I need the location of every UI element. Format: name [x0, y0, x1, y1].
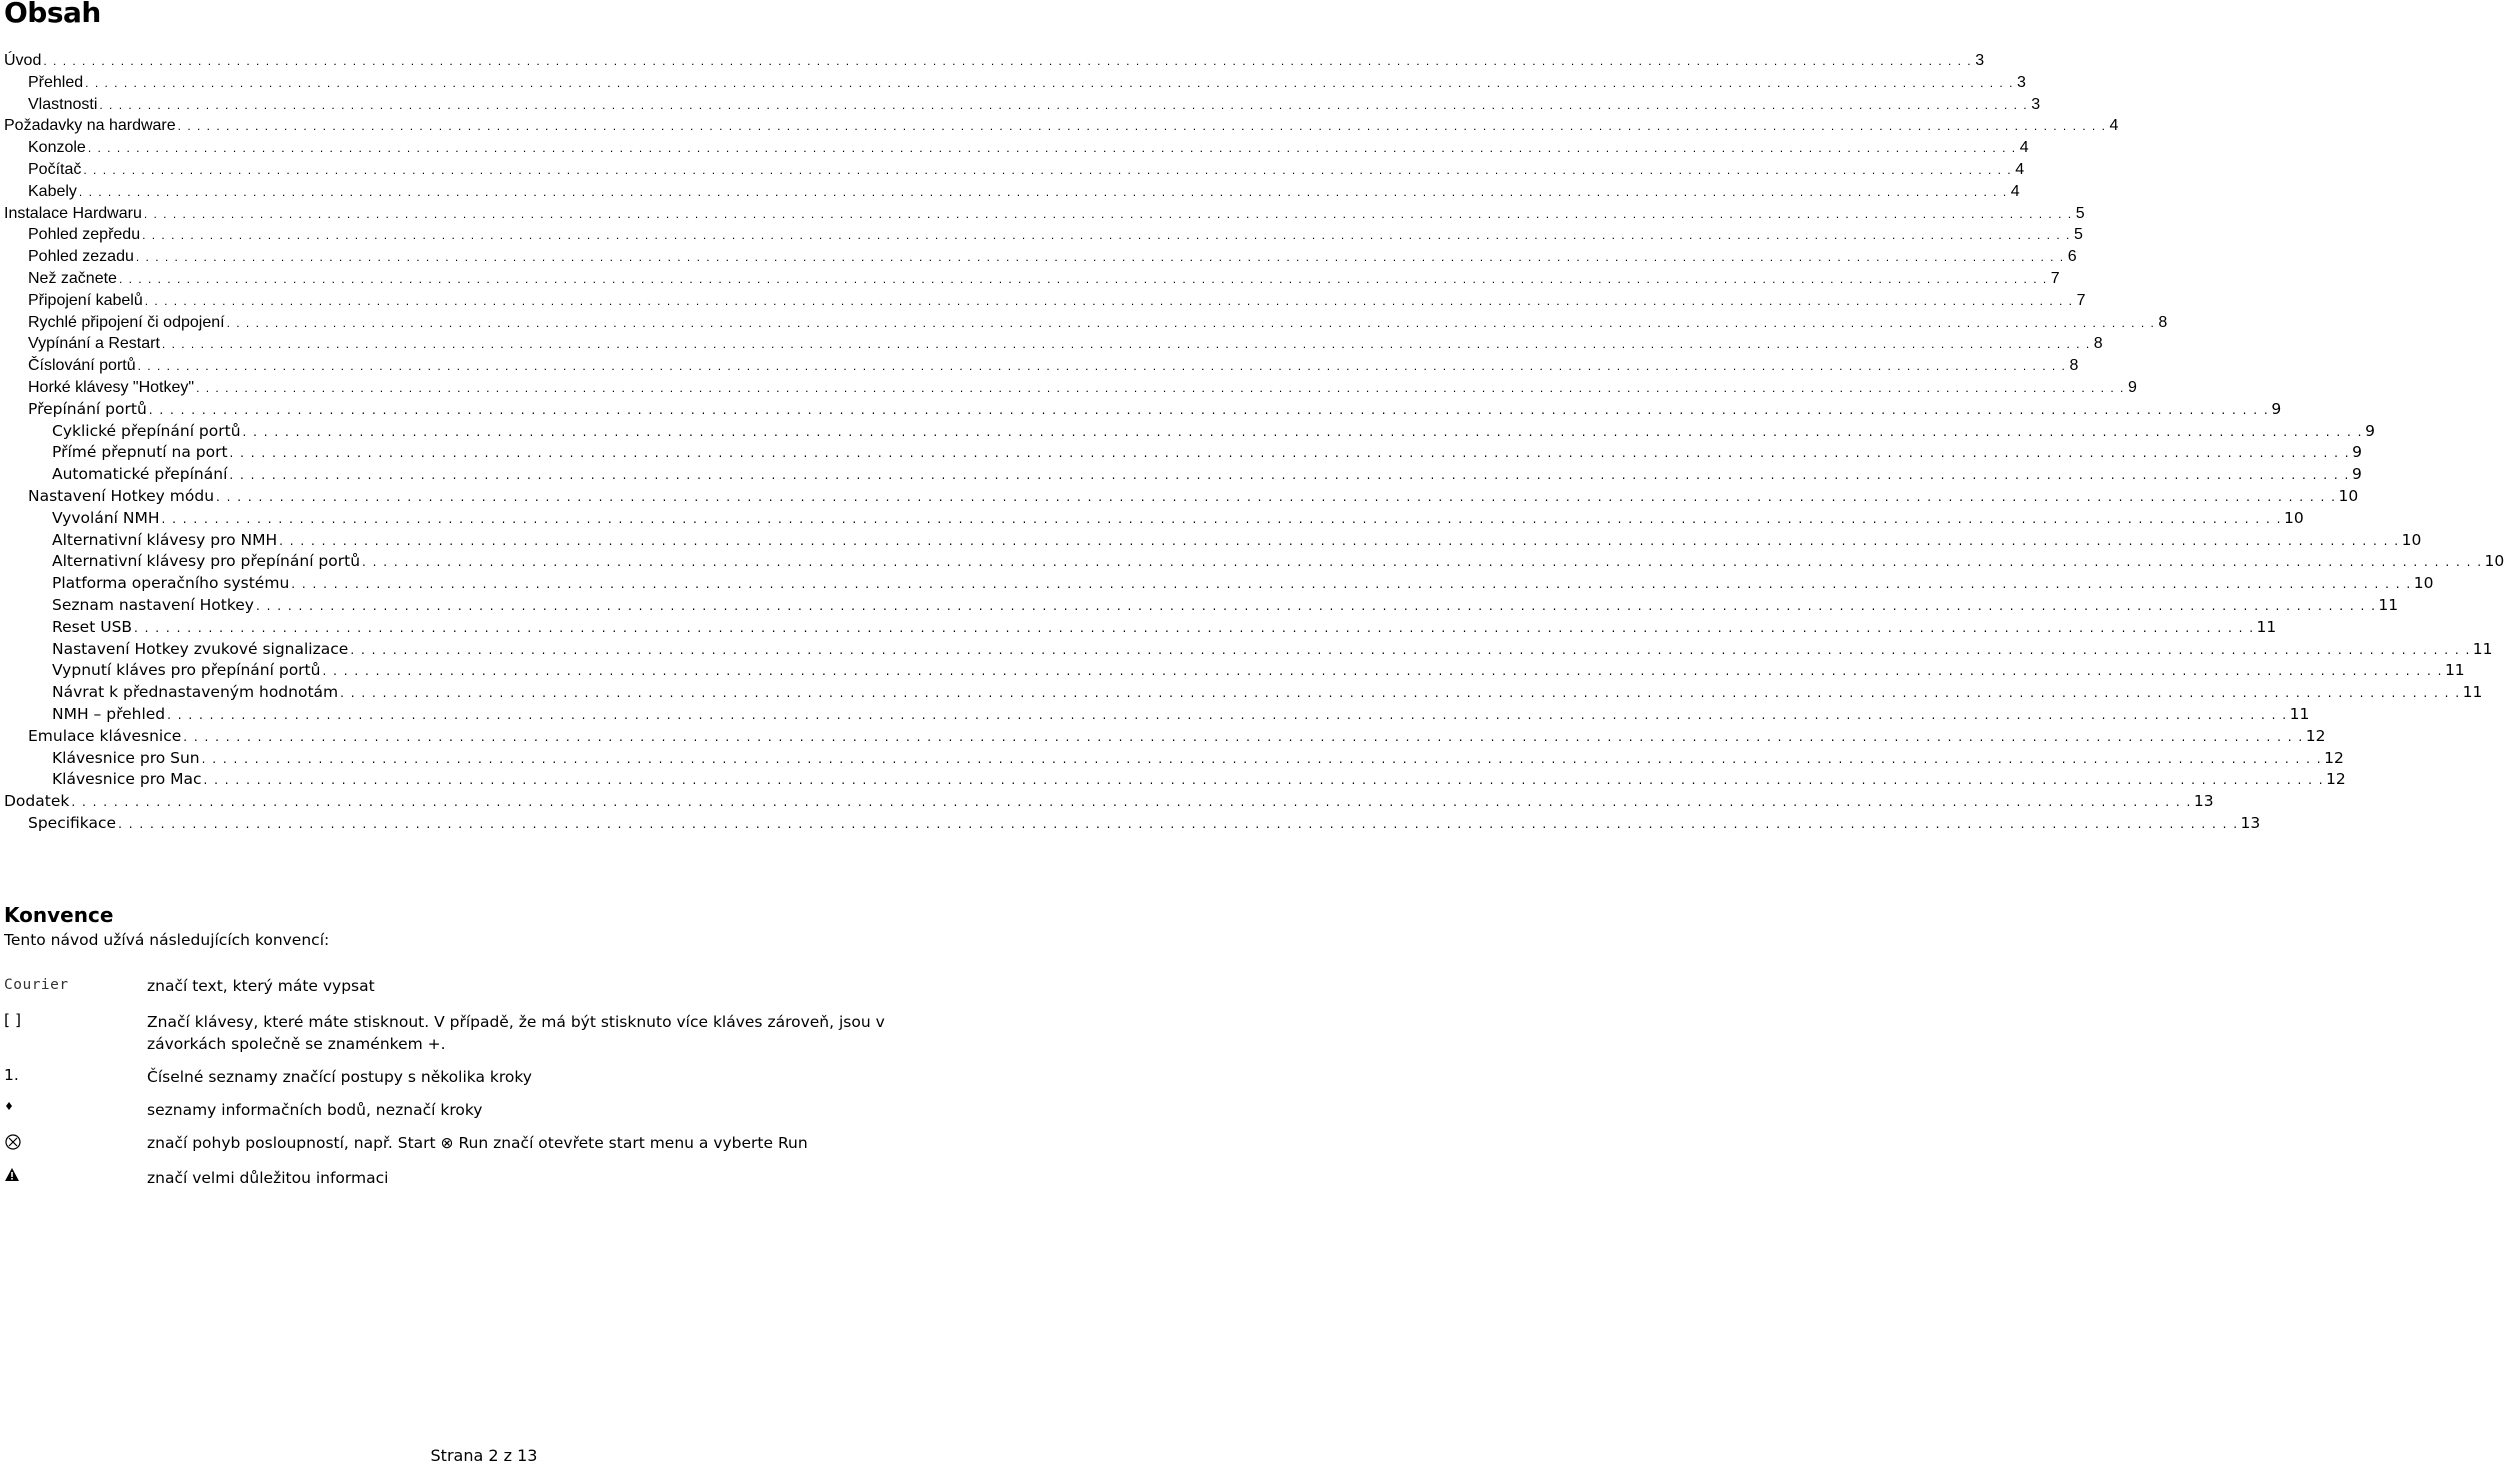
- toc-entry-label: Pohled zepředu: [28, 226, 141, 244]
- toc-page-number: 10: [2484, 552, 2504, 571]
- toc-entry-label: Přehled: [28, 73, 84, 91]
- toc-entry[interactable]: [0, 769, 2346, 791]
- toc-leader-dots: . . . . . . . . . . . . . . . . . . . . . . . . . . . . . . . . . . . . . . . . . . . . . . . . . . . . . . . . . . . . . . . . . . . . . . . . . . . . . . . . . . . . . . . . . . . . . . . . . . . . . . . . . . . . . . . . . . . . . . . . . . . . . . . . . . . . . . . . . . . . . . . . . . . . . . . . . . . . . . . . . . . . . . . . . . . . . . . . . . . . . . . . . . . . . . . . . . . . . . . .: [167, 707, 2288, 722]
- toc-entry[interactable]: [0, 355, 2079, 377]
- toc-entry[interactable]: [0, 290, 2086, 312]
- toc-page-number: 11: [2472, 639, 2493, 658]
- convention-desc: seznamy informačních bodů, neznačí kroky: [147, 1101, 483, 1119]
- toc-leader-dots: . . . . . . . . . . . . . . . . . . . . . . . . . . . . . . . . . . . . . . . . . . . . . . . . . . . . . . . . . . . . . . . . . . . . . . . . . . . . . . . . . . . . . . . . . . . . . . . . . . . . . . . . . . . . . . . . . . . . . . . . . . . . . . . . . . . . . . . . . . . . . . . . . . . . . . . . . . . . . . . . . . . . . . . . . . . . . . . . . . . . . . . . . . . . . . . . . . . . . . . .: [340, 686, 2461, 701]
- toc-page-number: 5: [2073, 226, 2083, 244]
- toc-entry-label: Vyvolání NMH: [52, 508, 160, 527]
- toc-page-number: 5: [2075, 204, 2085, 222]
- toc-page-number: 10: [2401, 530, 2422, 549]
- toc-entry-label: Počítač: [28, 160, 82, 178]
- table-of-contents: [0, 50, 2504, 835]
- toc-page-number: 9: [2127, 378, 2137, 396]
- toc-leader-dots: . . . . . . . . . . . . . . . . . . . . . . . . . . . . . . . . . . . . . . . . . . . . . . . . . . . . . . . . . . . . . . . . . . . . . . . . . . . . . . . . . . . . . . . . . . . . . . . . . . . . . . . . . . . . . . . . . . . . . . . . . . . . . . . . . . . . . . . . . . . . . . . . . . . . . . . . . . . . . . . . . . . . . . . . . . . . . . . . . . . . . . . . . . . . . . . . . . . . . . . .: [196, 380, 2125, 395]
- toc-entry-label: Klávesnice pro Sun: [52, 748, 200, 767]
- toc-leader-dots: . . . . . . . . . . . . . . . . . . . . . . . . . . . . . . . . . . . . . . . . . . . . . . . . . . . . . . . . . . . . . . . . . . . . . . . . . . . . . . . . . . . . . . . . . . . . . . . . . . . . . . . . . . . . . . . . . . . . . . . . . . . . . . . . . . . . . . . . . . . . . . . . . . . . . . . . . . . . . . . . . . . . . . . . . . . . . . . . . . . . . . . . . . . . . . . . . . . . . . . .: [137, 359, 2067, 374]
- conventions-title: Konvence: [4, 903, 114, 927]
- toc-entry[interactable]: [0, 268, 2060, 290]
- toc-page-number: 4: [2109, 117, 2119, 135]
- toc-leader-dots: . . . . . . . . . . . . . . . . . . . . . . . . . . . . . . . . . . . . . . . . . . . . . . . . . . . . . . . . . . . . . . . . . . . . . . . . . . . . . . . . . . . . . . . . . . . . . . . . . . . . . . . . . . . . . . . . . . . . . . . . . . . . . . . . . . . . . . . . . . . . . . . . . . . . . . . . . . . . . . . . . . . . . . . . . . . . . . . . . . . . . . . . . . . . . . . . . . . . . . . .: [118, 271, 2048, 286]
- toc-entry-label: Přepínání portů: [28, 399, 147, 418]
- toc-entry-label: Rychlé připojení či odpojení: [28, 313, 225, 331]
- toc-page-number: 4: [2015, 160, 2025, 178]
- page-footer: Strana 2 z 13: [430, 1446, 538, 1465]
- toc-entry-label: Automatické přepínání: [52, 465, 228, 484]
- toc-leader-dots: . . . . . . . . . . . . . . . . . . . . . . . . . . . . . . . . . . . . . . . . . . . . . . . . . . . . . . . . . . . . . . . . . . . . . . . . . . . . . . . . . . . . . . . . . . . . . . . . . . . . . . . . . . . . . . . . . . . . . . . . . . . . . . . . . . . . . . . . . . . . . . . . . . . . . . . . . . . . . . . . . . . . . . . . . . . . . . . . . . . . . . . . . . . . . . . . . . . . . . . .: [134, 620, 2255, 635]
- toc-page-number: 11: [2289, 704, 2310, 723]
- toc-entry-label: Vlastnosti: [28, 95, 98, 113]
- toc-entry-label: Alternativní klávesy pro přepínání portů: [52, 552, 361, 571]
- toc-leader-dots: . . . . . . . . . . . . . . . . . . . . . . . . . . . . . . . . . . . . . . . . . . . . . . . . . . . . . . . . . . . . . . . . . . . . . . . . . . . . . . . . . . . . . . . . . . . . . . . . . . . . . . . . . . . . . . . . . . . . . . . . . . . . . . . . . . . . . . . . . . . . . . . . . . . . . . . . . . . . . . . . . . . . . . . . . . . . . . . . . . . . . . . . . . . . . . . . . . . . . . . .: [83, 162, 2013, 177]
- toc-entry-label: Reset USB: [52, 617, 133, 636]
- toc-entry[interactable]: [0, 660, 2465, 682]
- toc-leader-dots: . . . . . . . . . . . . . . . . . . . . . . . . . . . . . . . . . . . . . . . . . . . . . . . . . . . . . . . . . . . . . . . . . . . . . . . . . . . . . . . . . . . . . . . . . . . . . . . . . . . . . . . . . . . . . . . . . . . . . . . . . . . . . . . . . . . . . . . . . . . . . . . . . . . . . . . . . . . . . . . . . . . . . . . . . . . . . . . . . . . . . . . . . . . . . . . . . . . . . . . .: [161, 337, 2091, 352]
- toc-page-number: 12: [2326, 770, 2346, 789]
- convention-desc: Číselné seznamy značící postupy s několika kroky: [147, 1068, 532, 1086]
- toc-entry-label: Připojení kabelů: [28, 291, 143, 309]
- toc-entry[interactable]: [0, 421, 2375, 443]
- page-title: Obsah: [4, 0, 101, 29]
- toc-leader-dots: . . . . . . . . . . . . . . . . . . . . . . . . . . . . . . . . . . . . . . . . . . . . . . . . . . . . . . . . . . . . . . . . . . . . . . . . . . . . . . . . . . . . . . . . . . . . . . . . . . . . . . . . . . . . . . . . . . . . . . . . . . . . . . . . . . . . . . . . . . . . . . . . . . . . . . . . . . . . . . . . . . . . . . . . . . . . . . . . . . . . . . . . . . . . . . . . . . . . . . . .: [216, 489, 2337, 504]
- toc-entry-label: Instalace Hardwaru: [4, 204, 142, 222]
- toc-leader-dots: . . . . . . . . . . . . . . . . . . . . . . . . . . . . . . . . . . . . . . . . . . . . . . . . . . . . . . . . . . . . . . . . . . . . . . . . . . . . . . . . . . . . . . . . . . . . . . . . . . . . . . . . . . . . . . . . . . . . . . . . . . . . . . . . . . . . . . . . . . . . . . . . . . . . . . . . . . . . . . . . . . . . . . . . . . . . . . . . . . . . . . . . . . . . . . . . . . . . . . . .: [161, 511, 2282, 526]
- convention-desc: značí velmi důležitou informaci: [147, 1169, 389, 1187]
- toc-entry[interactable]: [0, 617, 2277, 639]
- toc-leader-dots: . . . . . . . . . . . . . . . . . . . . . . . . . . . . . . . . . . . . . . . . . . . . . . . . . . . . . . . . . . . . . . . . . . . . . . . . . . . . . . . . . . . . . . . . . . . . . . . . . . . . . . . . . . . . . . . . . . . . . . . . . . . . . . . . . . . . . . . . . . . . . . . . . . . . . . . . . . . . . . . . . . . . . . . . . . . . . . . . . . . . . . . . . . . . . . . . . . . . . . . .: [177, 119, 2107, 134]
- toc-leader-dots: . . . . . . . . . . . . . . . . . . . . . . . . . . . . . . . . . . . . . . . . . . . . . . . . . . . . . . . . . . . . . . . . . . . . . . . . . . . . . . . . . . . . . . . . . . . . . . . . . . . . . . . . . . . . . . . . . . . . . . . . . . . . . . . . . . . . . . . . . . . . . . . . . . . . . . . . . . . . . . . . . . . . . . . . . . . . . . . . . . . . . . . . . . . . . . . . . . . . . . . .: [255, 598, 2377, 613]
- toc-page-number: 13: [2193, 792, 2214, 811]
- convention-desc: značí text, který máte vypsat: [147, 977, 375, 995]
- toc-leader-dots: . . . . . . . . . . . . . . . . . . . . . . . . . . . . . . . . . . . . . . . . . . . . . . . . . . . . . . . . . . . . . . . . . . . . . . . . . . . . . . . . . . . . . . . . . . . . . . . . . . . . . . . . . . . . . . . . . . . . . . . . . . . . . . . . . . . . . . . . . . . . . . . . . . . . . . . . . . . . . . . . . . . . . . . . . . . . . . . . . . . . . . . . . . . . . . . . . . . . . . . .: [350, 642, 2471, 657]
- toc-leader-dots: . . . . . . . . . . . . . . . . . . . . . . . . . . . . . . . . . . . . . . . . . . . . . . . . . . . . . . . . . . . . . . . . . . . . . . . . . . . . . . . . . . . . . . . . . . . . . . . . . . . . . . . . . . . . . . . . . . . . . . . . . . . . . . . . . . . . . . . . . . . . . . . . . . . . . . . . . . . . . . . . . . . . . . . . . . . . . . . . . . . . . . . . . . . . . . . . . . . . . . . .: [362, 555, 2483, 570]
- toc-page-number: 12: [2324, 748, 2344, 767]
- toc-entry[interactable]: [0, 72, 2026, 94]
- toc-entry[interactable]: [0, 508, 2304, 530]
- toc-leader-dots: . . . . . . . . . . . . . . . . . . . . . . . . . . . . . . . . . . . . . . . . . . . . . . . . . . . . . . . . . . . . . . . . . . . . . . . . . . . . . . . . . . . . . . . . . . . . . . . . . . . . . . . . . . . . . . . . . . . . . . . . . . . . . . . . . . . . . . . . . . . . . . . . . . . . . . . . . . . . . . . . . . . . . . . . . . . . . . . . . . . . . . . . . . . . . . . . . . . . . . . .: [203, 773, 2325, 788]
- toc-leader-dots: . . . . . . . . . . . . . . . . . . . . . . . . . . . . . . . . . . . . . . . . . . . . . . . . . . . . . . . . . . . . . . . . . . . . . . . . . . . . . . . . . . . . . . . . . . . . . . . . . . . . . . . . . . . . . . . . . . . . . . . . . . . . . . . . . . . . . . . . . . . . . . . . . . . . . . . . . . . . . . . . . . . . . . . . . . . . . . . . . . . . . . . . . . . . . . . . . . . . . . . .: [43, 54, 1973, 68]
- toc-entry-label: Seznam nastavení Hotkey: [52, 595, 254, 614]
- toc-entry-label: Návrat k přednastaveným hodnotám: [52, 683, 339, 702]
- toc-entry-label: Alternativní klávesy pro NMH: [52, 530, 278, 549]
- toc-leader-dots: . . . . . . . . . . . . . . . . . . . . . . . . . . . . . . . . . . . . . . . . . . . . . . . . . . . . . . . . . . . . . . . . . . . . . . . . . . . . . . . . . . . . . . . . . . . . . . . . . . . . . . . . . . . . . . . . . . . . . . . . . . . . . . . . . . . . . . . . . . . . . . . . . . . . . . . . . . . . . . . . . . . . . . . . . . . . . . . . . . . . . . . . . . . . . . . . . . . . . . . .: [279, 533, 2400, 548]
- toc-page-number: 10: [2338, 486, 2359, 505]
- toc-entry-label: Než začnete: [28, 269, 117, 287]
- toc-entry[interactable]: [0, 704, 2310, 726]
- toc-entry-label: Přímé přepnutí na port: [52, 443, 228, 462]
- toc-page-number: 8: [2158, 313, 2168, 331]
- toc-entry[interactable]: [0, 50, 1985, 72]
- toc-entry-label: Platforma operačního systému: [52, 574, 290, 593]
- brackets-symbol: [ ]: [4, 1011, 22, 1029]
- circled-x-icon: [4, 1132, 22, 1154]
- toc-entry-label: Vypnutí kláves pro přepínání portů: [52, 661, 321, 680]
- toc-entry[interactable]: [0, 682, 2483, 704]
- toc-entry-label: Emulace klávesnice: [28, 726, 182, 745]
- toc-leader-dots: . . . . . . . . . . . . . . . . . . . . . . . . . . . . . . . . . . . . . . . . . . . . . . . . . . . . . . . . . . . . . . . . . . . . . . . . . . . . . . . . . . . . . . . . . . . . . . . . . . . . . . . . . . . . . . . . . . . . . . . . . . . . . . . . . . . . . . . . . . . . . . . . . . . . . . . . . . . . . . . . . . . . . . . . . . . . . . . . . . . . . . . . . . . . . . . . . . . . . . . .: [242, 424, 2363, 439]
- toc-leader-dots: . . . . . . . . . . . . . . . . . . . . . . . . . . . . . . . . . . . . . . . . . . . . . . . . . . . . . . . . . . . . . . . . . . . . . . . . . . . . . . . . . . . . . . . . . . . . . . . . . . . . . . . . . . . . . . . . . . . . . . . . . . . . . . . . . . . . . . . . . . . . . . . . . . . . . . . . . . . . . . . . . . . . . . . . . . . . . . . . . . . . . . . . . . . . . . . . . . . . . . . .: [135, 250, 2065, 265]
- toc-entry[interactable]: [0, 312, 2168, 334]
- toc-leader-dots: . . . . . . . . . . . . . . . . . . . . . . . . . . . . . . . . . . . . . . . . . . . . . . . . . . . . . . . . . . . . . . . . . . . . . . . . . . . . . . . . . . . . . . . . . . . . . . . . . . . . . . . . . . . . . . . . . . . . . . . . . . . . . . . . . . . . . . . . . . . . . . . . . . . . . . . . . . . . . . . . . . . . . . . . . . . . . . . . . . . . . . . . . . . . . . . . . . . . . . . .: [71, 795, 2192, 810]
- toc-entry[interactable]: [0, 639, 2493, 661]
- toc-page-number: 4: [2019, 139, 2029, 157]
- toc-page-number: 8: [2069, 357, 2079, 375]
- toc-leader-dots: . . . . . . . . . . . . . . . . . . . . . . . . . . . . . . . . . . . . . . . . . . . . . . . . . . . . . . . . . . . . . . . . . . . . . . . . . . . . . . . . . . . . . . . . . . . . . . . . . . . . . . . . . . . . . . . . . . . . . . . . . . . . . . . . . . . . . . . . . . . . . . . . . . . . . . . . . . . . . . . . . . . . . . . . . . . . . . . . . . . . . . . . . . . . . . . . . . . . . . . .: [78, 184, 2008, 199]
- toc-entry[interactable]: [0, 181, 2020, 203]
- toc-leader-dots: . . . . . . . . . . . . . . . . . . . . . . . . . . . . . . . . . . . . . . . . . . . . . . . . . . . . . . . . . . . . . . . . . . . . . . . . . . . . . . . . . . . . . . . . . . . . . . . . . . . . . . . . . . . . . . . . . . . . . . . . . . . . . . . . . . . . . . . . . . . . . . . . . . . . . . . . . . . . . . . . . . . . . . . . . . . . . . . . . . . . . . . . . . . . . . . . . . . . . . . .: [118, 816, 2239, 831]
- toc-entry[interactable]: [0, 464, 2362, 486]
- toc-page-number: 11: [2444, 661, 2465, 680]
- toc-leader-dots: . . . . . . . . . . . . . . . . . . . . . . . . . . . . . . . . . . . . . . . . . . . . . . . . . . . . . . . . . . . . . . . . . . . . . . . . . . . . . . . . . . . . . . . . . . . . . . . . . . . . . . . . . . . . . . . . . . . . . . . . . . . . . . . . . . . . . . . . . . . . . . . . . . . . . . . . . . . . . . . . . . . . . . . . . . . . . . . . . . . . . . . . . . . . . . . . . . . . . . . .: [229, 446, 2351, 461]
- toc-leader-dots: . . . . . . . . . . . . . . . . . . . . . . . . . . . . . . . . . . . . . . . . . . . . . . . . . . . . . . . . . . . . . . . . . . . . . . . . . . . . . . . . . . . . . . . . . . . . . . . . . . . . . . . . . . . . . . . . . . . . . . . . . . . . . . . . . . . . . . . . . . . . . . . . . . . . . . . . . . . . . . . . . . . . . . . . . . . . . . . . . . . . . . . . . . . . . . . . . . . . . . . .: [87, 141, 2017, 156]
- toc-leader-dots: . . . . . . . . . . . . . . . . . . . . . . . . . . . . . . . . . . . . . . . . . . . . . . . . . . . . . . . . . . . . . . . . . . . . . . . . . . . . . . . . . . . . . . . . . . . . . . . . . . . . . . . . . . . . . . . . . . . . . . . . . . . . . . . . . . . . . . . . . . . . . . . . . . . . . . . . . . . . . . . . . . . . . . . . . . . . . . . . . . . . . . . . . . . . . . . . . . . . . . . .: [148, 402, 2270, 417]
- toc-leader-dots: . . . . . . . . . . . . . . . . . . . . . . . . . . . . . . . . . . . . . . . . . . . . . . . . . . . . . . . . . . . . . . . . . . . . . . . . . . . . . . . . . . . . . . . . . . . . . . . . . . . . . . . . . . . . . . . . . . . . . . . . . . . . . . . . . . . . . . . . . . . . . . . . . . . . . . . . . . . . . . . . . . . . . . . . . . . . . . . . . . . . . . . . . . . . . . . . . . . . . . . .: [226, 315, 2156, 330]
- toc-page-number: 3: [2017, 73, 2026, 91]
- toc-entry-label: Vypínání a Restart: [28, 335, 160, 353]
- toc-entry-label: Specifikace: [28, 813, 117, 832]
- toc-entry[interactable]: [0, 377, 2137, 399]
- toc-leader-dots: . . . . . . . . . . . . . . . . . . . . . . . . . . . . . . . . . . . . . . . . . . . . . . . . . . . . . . . . . . . . . . . . . . . . . . . . . . . . . . . . . . . . . . . . . . . . . . . . . . . . . . . . . . . . . . . . . . . . . . . . . . . . . . . . . . . . . . . . . . . . . . . . . . . . . . . . . . . . . . . . . . . . . . . . . . . . . . . . . . . . . . . . . . . . . . . . . . . . . . . .: [144, 293, 2074, 308]
- toc-entry-label: Nastavení Hotkey módu: [28, 486, 215, 505]
- toc-page-number: 7: [2076, 291, 2086, 309]
- toc-entry-label: Cyklické přepínání portů: [52, 421, 241, 440]
- toc-entry[interactable]: [0, 333, 2103, 355]
- toc-page-number: 6: [2067, 248, 2077, 266]
- toc-page-number: 10: [2413, 574, 2434, 593]
- courier-sample: Courier: [4, 977, 69, 993]
- toc-entry-label: Konzole: [28, 139, 86, 157]
- toc-page-number: 8: [2093, 335, 2103, 353]
- toc-page-number: 9: [2352, 443, 2363, 462]
- toc-page-number: 9: [2365, 421, 2375, 440]
- toc-leader-dots: . . . . . . . . . . . . . . . . . . . . . . . . . . . . . . . . . . . . . . . . . . . . . . . . . . . . . . . . . . . . . . . . . . . . . . . . . . . . . . . . . . . . . . . . . . . . . . . . . . . . . . . . . . . . . . . . . . . . . . . . . . . . . . . . . . . . . . . . . . . . . . . . . . . . . . . . . . . . . . . . . . . . . . . . . . . . . . . . . . . . . . . . . . . . . . . . . . . . . . . .: [322, 664, 2443, 679]
- toc-leader-dots: . . . . . . . . . . . . . . . . . . . . . . . . . . . . . . . . . . . . . . . . . . . . . . . . . . . . . . . . . . . . . . . . . . . . . . . . . . . . . . . . . . . . . . . . . . . . . . . . . . . . . . . . . . . . . . . . . . . . . . . . . . . . . . . . . . . . . . . . . . . . . . . . . . . . . . . . . . . . . . . . . . . . . . . . . . . . . . . . . . . . . . . . . . . . . . . . . . . . . . . .: [183, 729, 2304, 744]
- toc-leader-dots: . . . . . . . . . . . . . . . . . . . . . . . . . . . . . . . . . . . . . . . . . . . . . . . . . . . . . . . . . . . . . . . . . . . . . . . . . . . . . . . . . . . . . . . . . . . . . . . . . . . . . . . . . . . . . . . . . . . . . . . . . . . . . . . . . . . . . . . . . . . . . . . . . . . . . . . . . . . . . . . . . . . . . . . . . . . . . . . . . . . . . . . . . . . . . . . . . . . . . . . .: [142, 228, 2071, 243]
- toc-entry[interactable]: [0, 530, 2422, 552]
- toc-page-number: 7: [2050, 269, 2060, 287]
- toc-leader-dots: . . . . . . . . . . . . . . . . . . . . . . . . . . . . . . . . . . . . . . . . . . . . . . . . . . . . . . . . . . . . . . . . . . . . . . . . . . . . . . . . . . . . . . . . . . . . . . . . . . . . . . . . . . . . . . . . . . . . . . . . . . . . . . . . . . . . . . . . . . . . . . . . . . . . . . . . . . . . . . . . . . . . . . . . . . . . . . . . . . . . . . . . . . . . . . . . . . . . . . . .: [229, 468, 2350, 483]
- toc-entry[interactable]: [0, 726, 2326, 748]
- toc-leader-dots: . . . . . . . . . . . . . . . . . . . . . . . . . . . . . . . . . . . . . . . . . . . . . . . . . . . . . . . . . . . . . . . . . . . . . . . . . . . . . . . . . . . . . . . . . . . . . . . . . . . . . . . . . . . . . . . . . . . . . . . . . . . . . . . . . . . . . . . . . . . . . . . . . . . . . . . . . . . . . . . . . . . . . . . . . . . . . . . . . . . . . . . . . . . . . . . . . . . . . . . .: [99, 97, 2029, 112]
- toc-entry[interactable]: [0, 246, 2077, 268]
- toc-page-number: 10: [2283, 508, 2304, 527]
- toc-entry-label: NMH – přehled: [52, 704, 166, 723]
- toc-page-number: 11: [2378, 595, 2399, 614]
- toc-entry[interactable]: [0, 813, 2261, 835]
- toc-entry-label: Nastavení Hotkey zvukové signalizace: [52, 639, 349, 658]
- toc-entry[interactable]: [0, 224, 2083, 246]
- toc-page-number: 12: [2305, 726, 2326, 745]
- toc-leader-dots: . . . . . . . . . . . . . . . . . . . . . . . . . . . . . . . . . . . . . . . . . . . . . . . . . . . . . . . . . . . . . . . . . . . . . . . . . . . . . . . . . . . . . . . . . . . . . . . . . . . . . . . . . . . . . . . . . . . . . . . . . . . . . . . . . . . . . . . . . . . . . . . . . . . . . . . . . . . . . . . . . . . . . . . . . . . . . . . . . . . . . . . . . . . . . . . . . . . . . . . .: [201, 751, 2323, 766]
- toc-entry-label: Pohled zezadu: [28, 248, 134, 266]
- toc-entry[interactable]: [0, 486, 2359, 508]
- toc-entry-label: Požadavky na hardware: [4, 117, 176, 135]
- toc-entry-label: Klávesnice pro Mac: [52, 770, 202, 789]
- toc-entry[interactable]: [0, 115, 2119, 137]
- toc-entry-label: Dodatek: [4, 792, 70, 811]
- toc-entry[interactable]: [0, 791, 2214, 813]
- toc-page-number: 3: [2031, 95, 2041, 113]
- toc-entry-label: Úvod: [4, 52, 42, 69]
- convention-desc: značí pohyb posloupností, např. Start ⊗ Run značí otevřete start menu a vyberte Run: [147, 1134, 808, 1152]
- toc-entry[interactable]: [0, 748, 2344, 770]
- toc-entry-label: Horké klávesy "Hotkey": [28, 378, 195, 396]
- toc-entry[interactable]: [0, 399, 2282, 421]
- toc-page-number: 11: [2256, 617, 2277, 636]
- toc-page-number: 9: [2351, 465, 2362, 484]
- bullet-icon: [4, 1099, 14, 1117]
- toc-entry[interactable]: [0, 203, 2085, 225]
- toc-leader-dots: . . . . . . . . . . . . . . . . . . . . . . . . . . . . . . . . . . . . . . . . . . . . . . . . . . . . . . . . . . . . . . . . . . . . . . . . . . . . . . . . . . . . . . . . . . . . . . . . . . . . . . . . . . . . . . . . . . . . . . . . . . . . . . . . . . . . . . . . . . . . . . . . . . . . . . . . . . . . . . . . . . . . . . . . . . . . . . . . . . . . . . . . . . . . . . . . . . . . . . . .: [291, 577, 2412, 592]
- toc-page-number: 9: [2271, 399, 2282, 418]
- toc-entry[interactable]: [0, 442, 2363, 464]
- toc-entry[interactable]: [0, 94, 2041, 116]
- toc-page-number: 3: [1975, 52, 1985, 69]
- number-symbol: 1.: [4, 1066, 19, 1084]
- toc-page-number: 11: [2462, 683, 2483, 702]
- toc-entry-label: Číslování portů: [28, 357, 136, 375]
- warning-icon: [4, 1167, 20, 1187]
- toc-page-number: 13: [2240, 813, 2261, 832]
- toc-page-number: 4: [2010, 182, 2020, 200]
- toc-leader-dots: . . . . . . . . . . . . . . . . . . . . . . . . . . . . . . . . . . . . . . . . . . . . . . . . . . . . . . . . . . . . . . . . . . . . . . . . . . . . . . . . . . . . . . . . . . . . . . . . . . . . . . . . . . . . . . . . . . . . . . . . . . . . . . . . . . . . . . . . . . . . . . . . . . . . . . . . . . . . . . . . . . . . . . . . . . . . . . . . . . . . . . . . . . . . . . . . . . . . . . . .: [85, 75, 2014, 90]
- conventions-intro: Tento návod užívá následujících konvencí:: [4, 931, 330, 949]
- toc-entry[interactable]: [0, 137, 2029, 159]
- toc-entry[interactable]: [0, 573, 2434, 595]
- toc-entry[interactable]: [0, 551, 2504, 573]
- toc-leader-dots: . . . . . . . . . . . . . . . . . . . . . . . . . . . . . . . . . . . . . . . . . . . . . . . . . . . . . . . . . . . . . . . . . . . . . . . . . . . . . . . . . . . . . . . . . . . . . . . . . . . . . . . . . . . . . . . . . . . . . . . . . . . . . . . . . . . . . . . . . . . . . . . . . . . . . . . . . . . . . . . . . . . . . . . . . . . . . . . . . . . . . . . . . . . . . . . . . . . . . . . .: [143, 206, 2073, 221]
- convention-desc: Značí klávesy, které máte stisknout. V případě, že má být stisknuto více kláves zároveň, jsou v závorkách společně se znaménkem +.: [147, 1013, 885, 1053]
- toc-entry[interactable]: [0, 159, 2025, 181]
- toc-entry[interactable]: [0, 595, 2399, 617]
- toc-entry-label: Kabely: [28, 182, 77, 200]
